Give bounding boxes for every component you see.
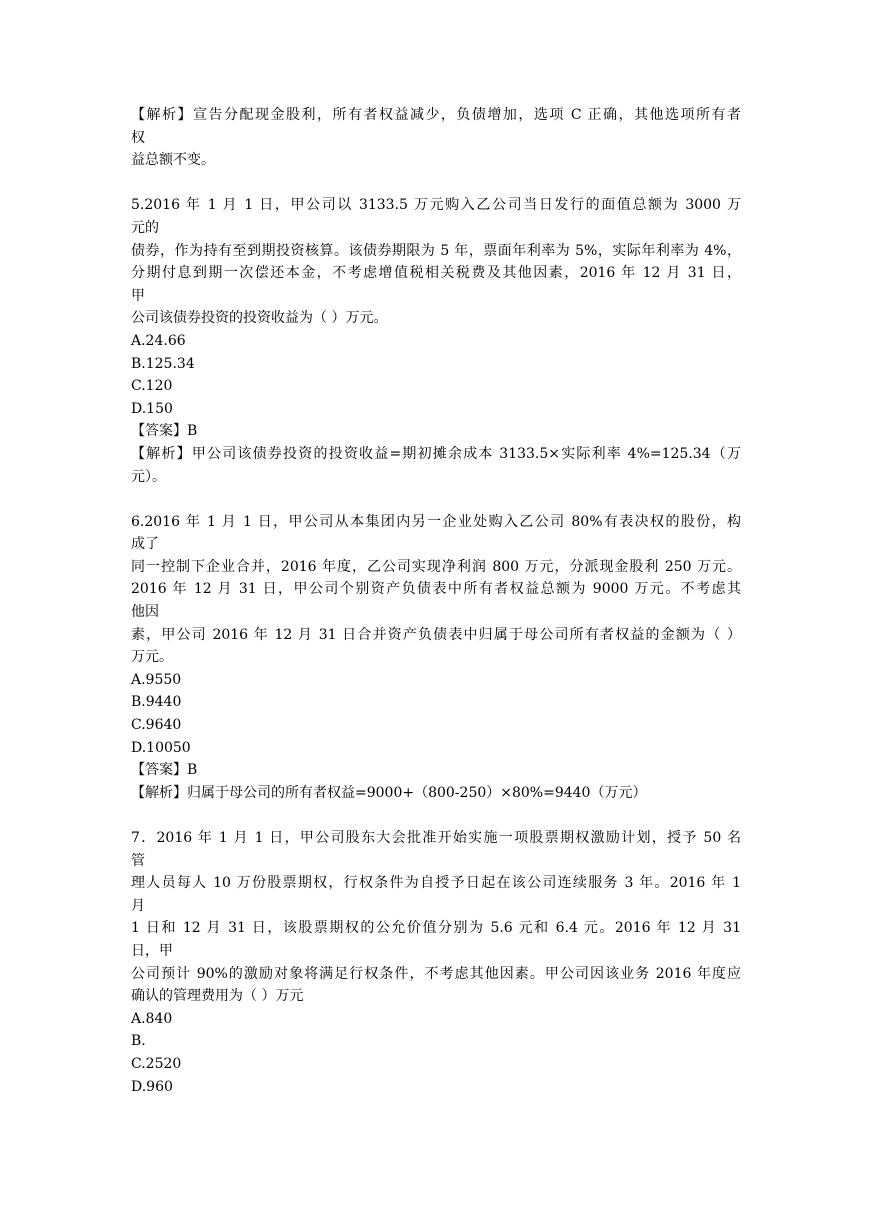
analysis-line: 【解析】甲公司该债券投资的投资收益=期初摊余成本 3133.5×实际利率 4%=125.34（万 (131, 445, 741, 462)
question-stem-line: 确认的管理费用为（ ）万元 (131, 988, 304, 1005)
option-b: B.125.34 (131, 355, 195, 372)
spacer (131, 172, 741, 195)
question-stem-line: 素，甲公司 2016 年 12 月 31 日合并资产负债表中归属于母公司所有者权益的金额为（ ） (131, 626, 741, 643)
analysis-line: 益总额不变。 (131, 152, 215, 169)
question-stem-line: 公司预计 90%的激励对象将满足行权条件，不考虑其他因素。甲公司因该业务 2016 年度应 (131, 965, 741, 982)
question-stem-line: 月 (131, 897, 145, 914)
question-7 (131, 827, 741, 1098)
question-stem-line: 成了 (131, 536, 159, 553)
question-stem-line: 7．2016 年 1 月 1 日，甲公司股东大会批准开始实施一项股票期权激励计划，授予 50 名 (131, 830, 741, 846)
option-d: D.960 (131, 1078, 173, 1095)
option-d: D.10050 (131, 739, 191, 756)
question-6 (131, 511, 741, 805)
option-b: B. (131, 1033, 146, 1050)
spacer (131, 804, 741, 827)
option-a: A.24.66 (131, 332, 186, 349)
option-a: A.840 (131, 1010, 173, 1027)
question-stem-line: 债券，作为持有至到期投资核算。该债券期限为 5 年，票面年利率为 5%，实际年利率为 4%， (131, 242, 741, 259)
question-stem-line: 2016 年 12 月 31 日，甲公司个别资产负债表中所有者权益总额为 9000 万元。不考虑其 (131, 581, 741, 598)
analysis-line: 【解析】归属于母公司的所有者权益=9000+（800-250）×80%=9440（万元） (131, 784, 647, 801)
spacer (131, 488, 741, 511)
page-content (131, 104, 741, 1098)
question-stem-line: 甲 (131, 287, 145, 304)
question-stem-line: 管 (131, 852, 145, 869)
question-stem-line: 元的 (131, 219, 159, 236)
answer: 【答案】B (131, 762, 198, 779)
question-stem-line: 1 日和 12 月 31 日，该股票期权的公允价值分别为 5.6 元和 6.4 元。2016 年 12 月 31 (131, 920, 741, 937)
option-c: C.9640 (131, 717, 182, 734)
option-c: C.120 (131, 378, 173, 395)
option-d: D.150 (131, 400, 173, 417)
question-stem-line: 同一控制下企业合并，2016 年度，乙公司实现净利润 800 万元，分派现金股利 250 万元。 (131, 558, 741, 575)
analysis-line: 【解析】宣告分配现金股利，所有者权益减少，负债增加，选项 C 正确，其他选项所有者 (131, 107, 741, 123)
question-stem-line: 6.2016 年 1 月 1 日，甲公司从本集团内另一企业处购入乙公司 80%有表决权的股份，构 (131, 513, 741, 530)
question-stem-line: 5.2016 年 1 月 1 日，甲公司以 3133.5 万元购入乙公司当日发行的面值总额为 3000 万 (131, 197, 741, 214)
question-5 (131, 194, 741, 488)
question-stem-line: 日，甲 (131, 942, 173, 959)
question-stem-line: 他因 (131, 604, 159, 621)
question-stem-line: 分期付息到期一次偿还本金，不考虑增值税相关税费及其他因素，2016 年 12 月 31 日， (131, 265, 741, 282)
analysis-line: 元）。 (131, 468, 166, 485)
question-stem-line: 公司该债券投资的投资收益为（ ）万元。 (131, 310, 388, 327)
question-stem-line: 理人员每人 10 万份股票期权，行权条件为自授予日起在该公司连续服务 3 年。2016 年 1 (131, 875, 741, 892)
answer: 【答案】B (131, 423, 198, 440)
q4-analysis (131, 104, 741, 172)
option-b: B.9440 (131, 694, 182, 711)
option-c: C.2520 (131, 1055, 182, 1072)
option-a: A.9550 (131, 671, 182, 688)
question-stem-line: 万元。 (131, 649, 173, 666)
analysis-line: 权 (131, 129, 145, 146)
